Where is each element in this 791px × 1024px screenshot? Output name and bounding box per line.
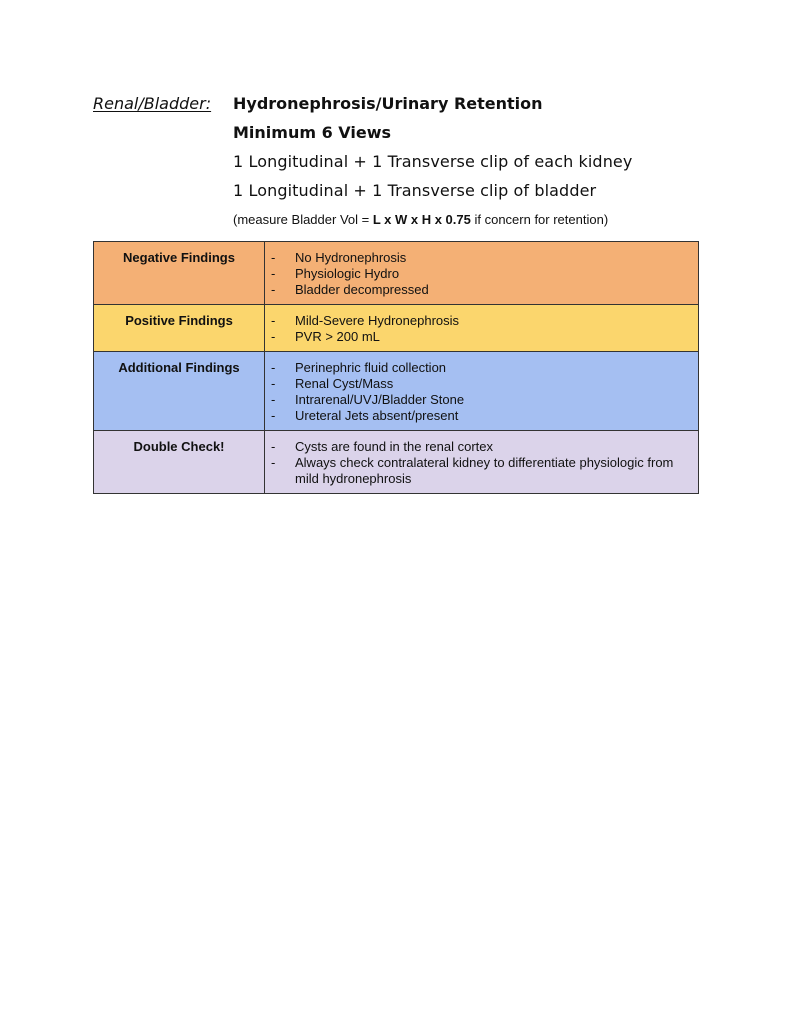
- protocol-title: Hydronephrosis/Urinary Retention: [233, 94, 543, 113]
- findings-row-positive-findings: [94, 305, 699, 352]
- findings-table: [93, 241, 699, 494]
- note-prefix: (measure Bladder Vol =: [233, 212, 373, 227]
- title-row: [93, 94, 713, 123]
- bullet-dash: -: [271, 313, 276, 328]
- bullet-dash: -: [271, 392, 276, 407]
- bladder-volume-note: [233, 210, 608, 227]
- finding-item: [271, 408, 692, 424]
- bullet-dash: -: [271, 250, 276, 265]
- findings-list: [265, 305, 699, 352]
- bullet-dash: -: [271, 408, 276, 423]
- finding-text: No Hydronephrosis: [295, 250, 407, 265]
- finding-item: [271, 439, 692, 455]
- section-label: Renal/Bladder:: [93, 94, 212, 113]
- finding-text: Cysts are found in the renal cortex: [295, 439, 493, 454]
- finding-item: [271, 250, 692, 266]
- volume-formula: L x W x H x 0.75: [372, 212, 471, 227]
- kidney-clip-instruction: 1 Longitudinal + 1 Transverse clip of each kidney: [233, 152, 633, 171]
- clip-row-bladder: [93, 181, 713, 210]
- finding-item: [271, 392, 692, 408]
- finding-item: [271, 266, 692, 282]
- findings-table-body: [94, 242, 699, 494]
- finding-item: [271, 376, 692, 392]
- finding-text: Intrarenal/UVJ/Bladder Stone: [295, 392, 465, 407]
- bullet-dash: -: [271, 455, 276, 470]
- finding-item: [271, 360, 692, 376]
- protocol-subtitle: Minimum 6 Views: [233, 123, 392, 142]
- finding-item: [271, 282, 692, 298]
- finding-text: Ureteral Jets absent/present: [295, 408, 459, 423]
- bullet-dash: -: [271, 266, 276, 281]
- subtitle-row: [93, 123, 713, 152]
- findings-category-label: Additional Findings: [94, 352, 265, 431]
- findings-category-label: Double Check!: [94, 431, 265, 494]
- volume-note-row: [93, 210, 713, 239]
- findings-category-label: Negative Findings: [94, 242, 265, 305]
- findings-row-additional-findings: [94, 352, 699, 431]
- finding-text: Always check contralateral kidney to differentiate physiologic from mild hydronephrosis: [295, 455, 674, 486]
- bullet-dash: -: [271, 376, 276, 391]
- findings-list: [265, 431, 699, 494]
- finding-text: Physiologic Hydro: [295, 266, 400, 281]
- findings-list: [265, 352, 699, 431]
- findings-category-label: Positive Findings: [94, 305, 265, 352]
- finding-text: Bladder decompressed: [295, 282, 429, 297]
- bladder-clip-instruction: 1 Longitudinal + 1 Transverse clip of bladder: [233, 181, 597, 200]
- finding-text: Perinephric fluid collection: [295, 360, 447, 375]
- findings-list: [265, 242, 699, 305]
- protocol-header: [93, 94, 713, 239]
- bullet-dash: -: [271, 439, 276, 454]
- finding-item: [271, 455, 692, 487]
- finding-text: Mild-Severe Hydronephrosis: [295, 313, 460, 328]
- finding-item: [271, 329, 692, 345]
- note-suffix: if concern for retention): [470, 212, 609, 227]
- bullet-dash: -: [271, 282, 276, 297]
- bullet-dash: -: [271, 329, 276, 344]
- findings-row-negative-findings: [94, 242, 699, 305]
- clip-row-kidney: [93, 152, 713, 181]
- finding-item: [271, 313, 692, 329]
- bullet-dash: -: [271, 360, 276, 375]
- finding-text: Renal Cyst/Mass: [295, 376, 394, 391]
- finding-text: PVR > 200 mL: [295, 329, 380, 344]
- findings-row-double-check: [94, 431, 699, 494]
